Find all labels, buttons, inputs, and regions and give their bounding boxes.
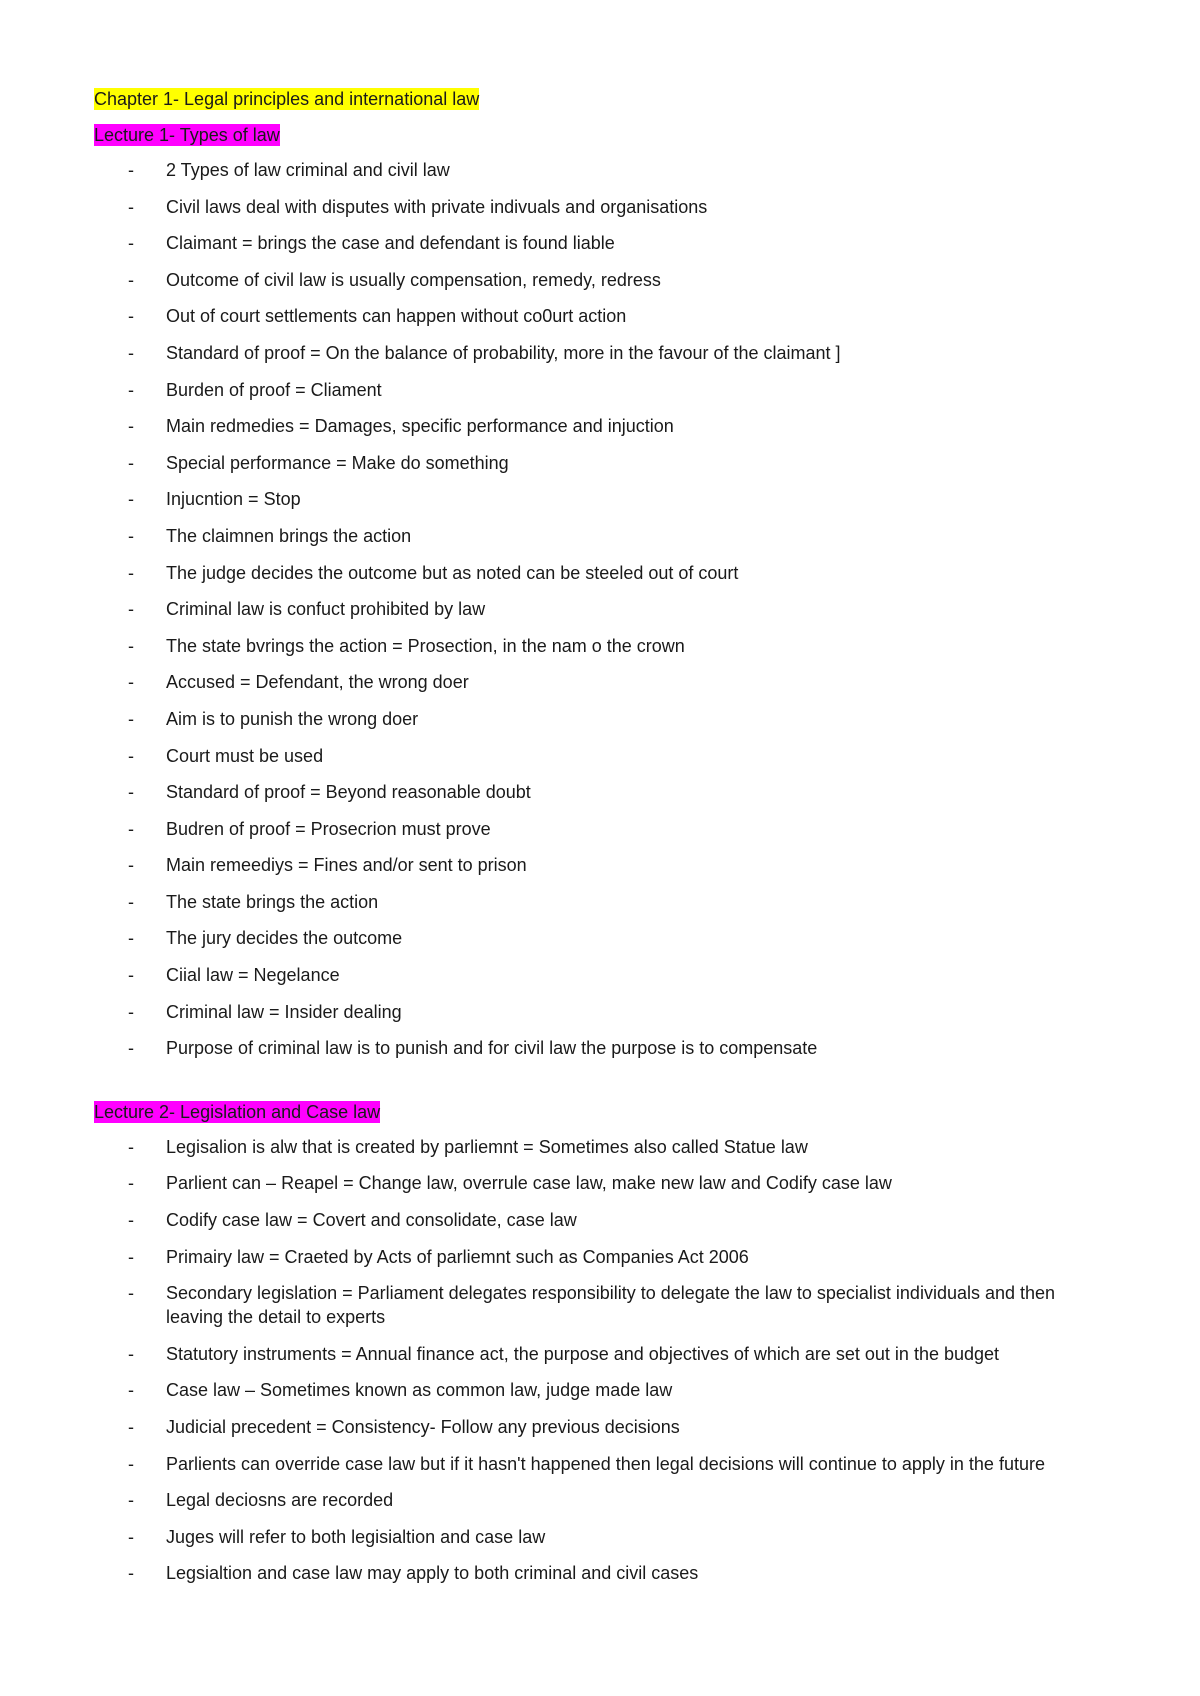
bullet-item xyxy=(94,524,1114,548)
bullet-dash: - xyxy=(128,782,134,803)
chapter-title xyxy=(94,86,1114,112)
bullet-text: Juges will refer to both legisialtion and case law xyxy=(166,1526,546,1547)
bullet-item xyxy=(94,1281,1114,1329)
bullet-dash: - xyxy=(128,1453,134,1474)
bullet-item xyxy=(94,926,1114,950)
bullet-text: Ciial law = Negelance xyxy=(166,965,340,986)
bullet-dash: - xyxy=(128,1417,134,1437)
bullet-dash: - xyxy=(128,1173,134,1194)
section-spacer xyxy=(94,1073,1114,1099)
bullet-text: Codify case law = Covert and consolidate, case law xyxy=(166,1210,577,1231)
bullet-text: The jury decides the outcome xyxy=(166,928,403,949)
bullet-dash: - xyxy=(128,1136,134,1157)
bullet-item xyxy=(94,451,1114,475)
bullet-item xyxy=(94,1452,1114,1476)
bullet-dash: - xyxy=(128,672,134,693)
bullet-text: Legal deciosns are recorded xyxy=(166,1490,394,1511)
bullet-dash: - xyxy=(128,342,134,363)
bullet-text: The state brings the action xyxy=(166,891,379,912)
bullet-dash: - xyxy=(128,233,134,254)
bullet-dash: - xyxy=(128,525,134,546)
bullet-item xyxy=(94,268,1114,292)
bullet-dash: - xyxy=(128,1246,134,1267)
bullet-dash: - xyxy=(128,1526,134,1547)
bullet-item xyxy=(94,1561,1114,1585)
bullet-item xyxy=(94,1245,1114,1269)
bullet-text: Parlient can – Reapel = Change law, overrule case law, make new law and Codify case law xyxy=(166,1173,892,1194)
bullet-text: Main redmedies = Damages, specific performance and injuction xyxy=(166,416,674,437)
bullet-item xyxy=(94,341,1114,365)
bullet-text: Court must be used xyxy=(166,745,324,766)
bullet-item xyxy=(94,1525,1114,1549)
bullet-dash: - xyxy=(128,1380,134,1401)
bullet-item xyxy=(94,1000,1114,1024)
bullet-dash: - xyxy=(128,489,134,510)
bullet-text: Standard of proof = On the balance of probability, more in the favour of the claimant ] xyxy=(166,342,841,363)
bullet-dash: - xyxy=(128,562,134,583)
bullet-item xyxy=(94,304,1114,328)
bullet-item xyxy=(94,634,1114,658)
bullet-dash: - xyxy=(128,306,134,327)
bullet-item xyxy=(94,561,1114,585)
bullet-item xyxy=(94,853,1114,877)
bullet-dash: - xyxy=(128,1490,134,1511)
bullet-text: Accused = Defendant, the wrong doer xyxy=(166,672,469,693)
bullet-dash: - xyxy=(128,160,134,180)
bullet-item xyxy=(94,597,1114,621)
bullet-text: Judicial precedent = Consistency- Follow any previous decisions xyxy=(166,1417,680,1437)
bullet-text: Statutory instruments = Annual finance act, the purpose and objectives of which are set out in the budget xyxy=(166,1343,1000,1364)
bullet-dash: - xyxy=(128,452,134,473)
bullet-item xyxy=(94,231,1114,255)
bullet-item xyxy=(94,1135,1114,1159)
bullet-item xyxy=(94,1378,1114,1402)
bullet-dash: - xyxy=(128,818,134,839)
bullet-dash: - xyxy=(128,1563,134,1584)
bullet-text: Standard of proof = Beyond reasonable doubt xyxy=(166,782,531,803)
bullet-text: Injucntion = Stop xyxy=(166,489,301,510)
bullet-text: Secondary legislation = Parliament delegates responsibility to delegate the law to specialist individuals and then leaving the detail to experts xyxy=(166,1283,1056,1328)
document-page xyxy=(94,86,1114,1598)
bullet-item xyxy=(94,1208,1114,1232)
bullet-item xyxy=(94,1415,1114,1439)
bullet-text: Primairy law = Craeted by Acts of parliemnt such as Companies Act 2006 xyxy=(166,1246,749,1267)
bullet-dash: - xyxy=(128,1210,134,1231)
bullet-text: Burden of proof = Cliament xyxy=(166,379,382,400)
bullet-text: The judge decides the outcome but as noted can be steeled out of court xyxy=(166,562,739,583)
bullet-text: The claimnen brings the action xyxy=(166,525,412,546)
bullet-item xyxy=(94,1488,1114,1512)
bullet-dash: - xyxy=(128,855,134,876)
bullet-dash: - xyxy=(128,196,134,217)
bullet-text: Special performance = Make do something xyxy=(166,452,509,473)
bullet-text: Case law – Sometimes known as common law, judge made law xyxy=(166,1380,673,1401)
bullet-text: Claimant = brings the case and defendant is found liable xyxy=(166,233,615,254)
bullet-dash: - xyxy=(128,1001,134,1022)
bullet-text: Criminal law is confuct prohibited by law xyxy=(166,599,486,620)
bullet-dash: - xyxy=(128,928,134,949)
bullet-text: Budren of proof = Prosecrion must prove xyxy=(166,818,491,839)
bullet-dash: - xyxy=(128,416,134,437)
bullet-item xyxy=(94,414,1114,438)
bullet-text: Legsialtion and case law may apply to both criminal and civil cases xyxy=(166,1563,699,1584)
lecture-1-title-text: Lecture 1- Types of law xyxy=(94,125,280,145)
bullet-dash: - xyxy=(128,1283,134,1304)
bullet-dash: - xyxy=(128,635,134,656)
bullet-item xyxy=(94,1171,1114,1195)
bullet-text: Purpose of criminal law is to punish and for civil law the purpose is to compensate xyxy=(166,1038,818,1059)
bullet-item xyxy=(94,780,1114,804)
bullet-dash: - xyxy=(128,891,134,912)
bullet-item xyxy=(94,670,1114,694)
bullet-item xyxy=(94,158,1114,182)
bullet-dash: - xyxy=(128,965,134,986)
lecture-2-bullet-list xyxy=(94,1135,1114,1586)
lecture-2-section xyxy=(94,1099,1114,1586)
bullet-dash: - xyxy=(128,708,134,729)
bullet-dash: - xyxy=(128,379,134,400)
bullet-text: Aim is to punish the wrong doer xyxy=(166,708,419,729)
bullet-text: Criminal law = Insider dealing xyxy=(166,1001,402,1022)
bullet-text: Out of court settlements can happen without co0urt action xyxy=(166,306,627,327)
bullet-item xyxy=(94,890,1114,914)
bullet-dash: - xyxy=(128,599,134,620)
bullet-text: Main remeediys = Fines and/or sent to prison xyxy=(166,855,527,876)
bullet-text: 2 Types of law criminal and civil law xyxy=(166,160,450,180)
bullet-item xyxy=(94,1342,1114,1366)
bullet-item xyxy=(94,817,1114,841)
bullet-dash: - xyxy=(128,269,134,290)
bullet-text: Outcome of civil law is usually compensation, remedy, redress xyxy=(166,269,661,290)
bullet-text: The state bvrings the action = Prosection, in the nam o the crown xyxy=(166,635,685,656)
bullet-item xyxy=(94,707,1114,731)
lecture-1-bullet-list xyxy=(94,158,1114,1060)
lecture-2-title-text: Lecture 2- Legislation and Case law xyxy=(94,1101,381,1122)
bullet-text: Civil laws deal with disputes with private indivuals and organisations xyxy=(166,196,708,217)
bullet-text: Legisalion is alw that is created by parliemnt = Sometimes also called Statue law xyxy=(166,1136,808,1157)
chapter-title-text: Chapter 1- Legal principles and international law xyxy=(94,89,480,109)
lecture-2-title xyxy=(94,1099,1114,1125)
bullet-item xyxy=(94,963,1114,987)
bullet-dash: - xyxy=(128,745,134,766)
bullet-item xyxy=(94,487,1114,511)
bullet-item xyxy=(94,378,1114,402)
lecture-1-title xyxy=(94,122,1114,148)
bullet-item xyxy=(94,195,1114,219)
bullet-dash: - xyxy=(128,1038,134,1059)
lecture-1-section xyxy=(94,122,1114,1060)
bullet-dash: - xyxy=(128,1343,134,1364)
bullet-text: Parlients can override case law but if it hasn't happened then legal decisions will continue to apply in the future xyxy=(166,1453,1045,1474)
bullet-item xyxy=(94,744,1114,768)
bullet-item xyxy=(94,1036,1114,1060)
